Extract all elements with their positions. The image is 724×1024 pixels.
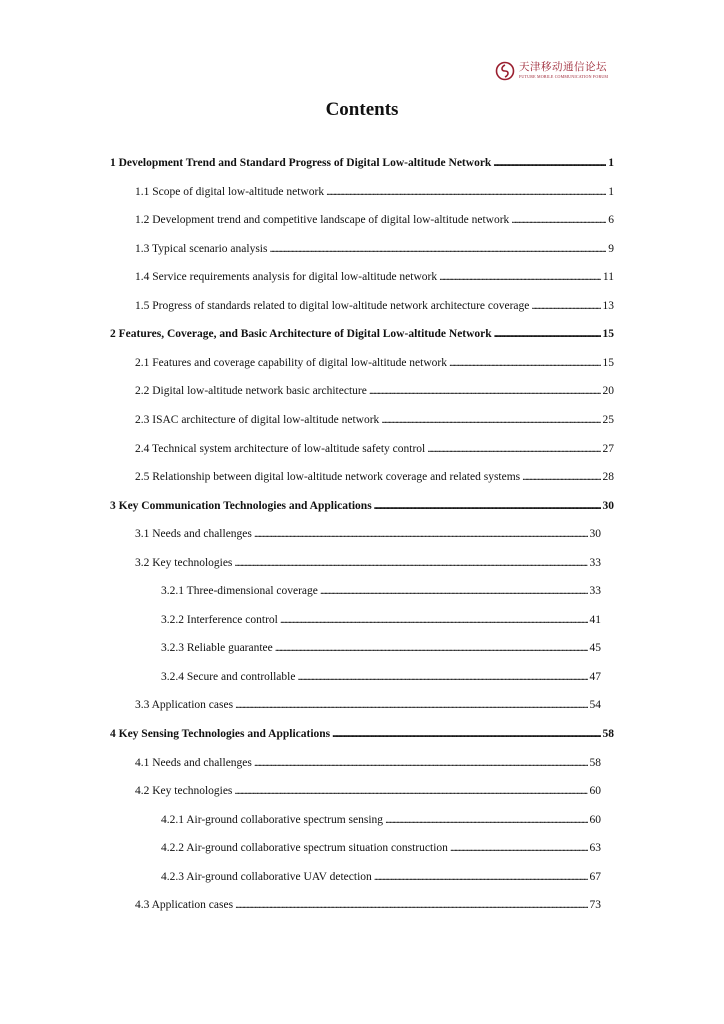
toc-entry-page: 28 bbox=[602, 471, 614, 484]
toc-entry-title: 3 Key Communication Technologies and Applications bbox=[110, 499, 372, 512]
toc-entry-page: 13 bbox=[602, 299, 614, 312]
toc-dot-leader bbox=[449, 355, 601, 371]
toc-entry-page: 1 bbox=[608, 157, 614, 169]
toc-dot-leader bbox=[254, 755, 588, 771]
toc-entry-title: 4.1 Needs and challenges bbox=[135, 756, 252, 769]
toc-entry[interactable] bbox=[135, 783, 601, 799]
toc-entry[interactable] bbox=[135, 526, 601, 542]
toc-entry-title: 1.1 Scope of digital low-altitude network bbox=[135, 185, 325, 198]
toc-entry[interactable] bbox=[110, 726, 614, 742]
toc-entry-title: 1.3 Typical scenario analysis bbox=[135, 242, 268, 255]
toc-entry-page: 1 bbox=[608, 185, 614, 198]
logo-chinese-text: 天津移动通信论坛 bbox=[519, 62, 607, 74]
toc-entry[interactable] bbox=[161, 812, 601, 828]
toc-entry-page: 15 bbox=[602, 356, 614, 369]
toc-entry-title: 2.2 Digital low-altitude network basic architecture bbox=[135, 385, 367, 398]
toc-entry[interactable] bbox=[161, 869, 601, 885]
toc-dot-leader bbox=[297, 669, 587, 685]
toc-dot-leader bbox=[369, 383, 601, 399]
toc-dot-leader bbox=[450, 840, 588, 856]
toc-entry-title: 4.2.1 Air-ground collaborative spectrum sensing bbox=[161, 813, 384, 826]
toc-entry-title: 3.1 Needs and challenges bbox=[135, 528, 252, 541]
toc-entry-page: 60 bbox=[589, 785, 601, 798]
toc-entry[interactable] bbox=[135, 441, 614, 457]
forum-logo bbox=[495, 60, 609, 82]
toc-entry-page: 27 bbox=[602, 442, 614, 455]
toc-dot-leader bbox=[280, 612, 588, 628]
toc-dot-leader bbox=[374, 869, 588, 885]
toc-entry[interactable] bbox=[135, 212, 614, 228]
toc-dot-leader bbox=[234, 783, 587, 799]
toc-entry[interactable] bbox=[161, 840, 601, 856]
toc-entry[interactable] bbox=[135, 697, 601, 713]
toc-entry-title: 3.2.2 Interference control bbox=[161, 613, 278, 626]
toc-entry[interactable] bbox=[110, 326, 614, 342]
toc-entry-title: 3.2.1 Three-dimensional coverage bbox=[161, 585, 318, 598]
toc-dot-leader bbox=[235, 697, 587, 713]
toc-entry-title: 1.2 Development trend and competitive landscape of digital low-altitude network bbox=[135, 214, 510, 227]
toc-entry-title: 2.4 Technical system architecture of low-altitude safety control bbox=[135, 442, 426, 455]
toc-entry[interactable] bbox=[110, 155, 614, 171]
toc-dot-leader bbox=[332, 726, 600, 742]
toc-entry-page: 6 bbox=[608, 214, 614, 227]
toc-entry[interactable] bbox=[135, 383, 614, 399]
toc-entry-page: 20 bbox=[602, 385, 614, 398]
toc-dot-leader bbox=[385, 812, 587, 828]
toc-entry-title: 2.1 Features and coverage capability of digital low-altitude network bbox=[135, 356, 447, 369]
toc-entry[interactable] bbox=[135, 241, 614, 257]
toc-entry-page: 30 bbox=[602, 499, 614, 512]
toc-dot-leader bbox=[511, 212, 606, 228]
toc-entry-page: 25 bbox=[602, 413, 614, 426]
toc-entry-title: 3.2.3 Reliable guarantee bbox=[161, 642, 273, 655]
toc-entry-title: 3.2.4 Secure and controllable bbox=[161, 670, 296, 683]
toc-entry-page: 9 bbox=[608, 242, 614, 255]
toc-entry-title: 2 Features, Coverage, and Basic Architecture of Digital Low-altitude Network bbox=[110, 328, 492, 341]
toc-dot-leader bbox=[493, 155, 606, 171]
toc-entry-page: 11 bbox=[602, 271, 614, 284]
toc-entry-title: 3.3 Application cases bbox=[135, 699, 234, 712]
toc-entry-page: 58 bbox=[589, 756, 601, 769]
toc-entry-title: 2.5 Relationship between digital low-altitude network coverage and related systems bbox=[135, 471, 521, 484]
toc-entry-page: 67 bbox=[589, 870, 601, 883]
toc-entry[interactable] bbox=[135, 184, 614, 200]
toc-entry-page: 33 bbox=[589, 585, 601, 598]
toc-dot-leader bbox=[531, 298, 600, 314]
toc-entry-title: 4.2.2 Air-ground collaborative spectrum situation construction bbox=[161, 842, 448, 855]
toc-entry-title: 1.5 Progress of standards related to digital low-altitude network architecture coverage bbox=[135, 299, 530, 312]
toc-entry[interactable] bbox=[161, 640, 601, 656]
toc-entry-title: 1.4 Service requirements analysis for digital low-altitude network bbox=[135, 271, 438, 284]
toc-entry-page: 33 bbox=[589, 556, 601, 569]
toc-entry-title: 4.2 Key technologies bbox=[135, 785, 233, 798]
toc-entry[interactable] bbox=[135, 469, 614, 485]
toc-entry-title: 4.3 Application cases bbox=[135, 899, 234, 912]
toc-entry-page: 30 bbox=[589, 528, 601, 541]
toc-dot-leader bbox=[269, 241, 606, 257]
forum-logo-icon bbox=[495, 61, 515, 81]
toc-entry[interactable] bbox=[135, 755, 601, 771]
toc-entry-page: 73 bbox=[589, 899, 601, 912]
page-title: Contents bbox=[325, 99, 399, 120]
toc-entry[interactable] bbox=[161, 612, 601, 628]
toc-dot-leader bbox=[439, 269, 601, 285]
toc-entry[interactable] bbox=[161, 583, 601, 599]
toc-entry[interactable] bbox=[135, 897, 601, 913]
toc-entry-page: 41 bbox=[589, 613, 601, 626]
toc-entry[interactable] bbox=[135, 555, 601, 571]
toc-entry[interactable] bbox=[135, 355, 614, 371]
toc-entry[interactable] bbox=[135, 269, 614, 285]
toc-entry[interactable] bbox=[135, 412, 614, 428]
toc-dot-leader bbox=[275, 640, 588, 656]
toc-dot-leader bbox=[427, 441, 600, 457]
toc-dot-leader bbox=[381, 412, 600, 428]
toc-entry-page: 47 bbox=[589, 670, 601, 683]
toc-entry-page: 60 bbox=[589, 813, 601, 826]
toc-entry-title: 2.3 ISAC architecture of digital low-altitude network bbox=[135, 413, 380, 426]
toc-entry-page: 58 bbox=[602, 728, 614, 740]
logo-english-text: FUTURE MOBILE COMMUNICATION FORUM bbox=[519, 73, 609, 79]
toc-dot-leader bbox=[254, 526, 588, 542]
toc-entry-page: 15 bbox=[602, 328, 614, 341]
toc-dot-leader bbox=[374, 498, 601, 514]
toc-entry-title: 1 Development Trend and Standard Progress of Digital Low-altitude Network bbox=[110, 157, 492, 169]
toc-dot-leader bbox=[326, 184, 606, 200]
toc-entry-title: 3.2 Key technologies bbox=[135, 556, 233, 569]
toc-entry[interactable] bbox=[110, 498, 614, 514]
toc-dot-leader bbox=[235, 897, 587, 913]
toc-dot-leader bbox=[522, 469, 600, 485]
toc-entry-page: 54 bbox=[589, 699, 601, 712]
toc-entry-title: 4 Key Sensing Technologies and Applications bbox=[110, 728, 331, 740]
toc-entry-page: 63 bbox=[589, 842, 601, 855]
toc-dot-leader bbox=[234, 555, 587, 571]
toc-entry-title: 4.2.3 Air-ground collaborative UAV detection bbox=[161, 870, 372, 883]
toc-dot-leader bbox=[494, 326, 601, 342]
toc-dot-leader bbox=[320, 583, 588, 599]
toc-entry-page: 45 bbox=[589, 642, 601, 655]
toc-entry[interactable] bbox=[161, 669, 601, 685]
toc-entry[interactable] bbox=[135, 298, 614, 314]
